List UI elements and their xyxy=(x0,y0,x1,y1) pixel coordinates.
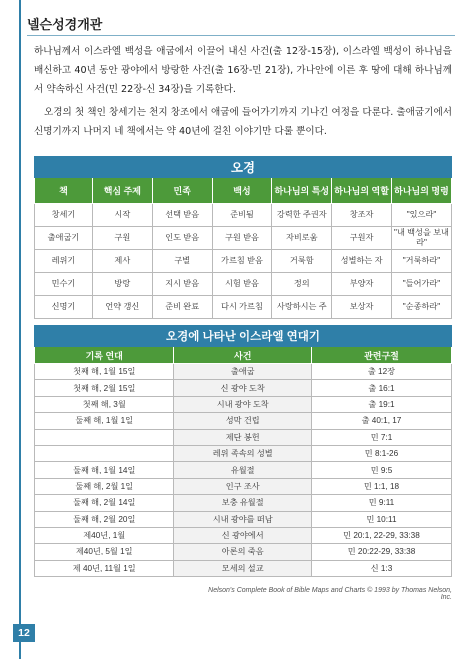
table-cell: 구원 xyxy=(92,227,152,250)
table-cell: 거룩함 xyxy=(272,250,332,273)
table-cell: 민 1:1, 18 xyxy=(311,478,451,494)
table-cell: 정의 xyxy=(272,273,332,296)
table-row xyxy=(35,250,452,273)
table-cell: 민 10:11 xyxy=(311,511,451,527)
table-cell: 유월절 xyxy=(174,462,311,478)
table-cell: 자비로움 xyxy=(272,227,332,250)
table-cell: 출 12장 xyxy=(311,364,451,380)
table-cell: 민 20:1, 22-29, 33:38 xyxy=(311,527,451,543)
pentateuch-table xyxy=(34,156,452,319)
table-cell: 창세기 xyxy=(35,204,93,227)
left-margin-rule xyxy=(19,0,21,659)
chronology-table xyxy=(34,325,452,577)
column-header: 백성 xyxy=(212,178,272,204)
table-cell: 사랑하시는 주 xyxy=(272,296,332,319)
table-cell: 보충 유월절 xyxy=(174,495,311,511)
column-header: 하나님의 역할 xyxy=(332,178,392,204)
column-header: 사건 xyxy=(174,347,311,364)
table-row xyxy=(35,495,452,511)
table-cell: 가르침 받음 xyxy=(212,250,272,273)
table-cell: 방랑 xyxy=(92,273,152,296)
table-cell: 첫째 해, 2월 15일 xyxy=(35,380,174,396)
table-row xyxy=(35,544,452,560)
table-cell: 신 광야 도착 xyxy=(174,380,311,396)
table-cell: 출애굽 xyxy=(174,364,311,380)
table-cell: 아론의 죽음 xyxy=(174,544,311,560)
table-cell: 성막 건립 xyxy=(174,413,311,429)
page-number: 12 xyxy=(13,624,35,642)
table-cell: 민 20:22-29, 33:38 xyxy=(311,544,451,560)
table-cell: 출 16:1 xyxy=(311,380,451,396)
running-header: 넬슨성경개관 xyxy=(27,18,103,33)
table-cell: 시내 광야를 떠남 xyxy=(174,511,311,527)
column-header: 책 xyxy=(35,178,93,204)
pentateuch-table-caption: 오경 xyxy=(35,157,452,178)
table-row xyxy=(35,445,452,461)
table-row xyxy=(35,273,452,296)
table-cell: 다시 가르침 xyxy=(212,296,272,319)
table-cell: 창조자 xyxy=(332,204,392,227)
table-row xyxy=(35,527,452,543)
table-cell: 시험 받음 xyxy=(212,273,272,296)
table-row xyxy=(35,478,452,494)
table-cell: 성별하는 자 xyxy=(332,250,392,273)
column-header: 관련구절 xyxy=(311,347,451,364)
table-cell: 부양자 xyxy=(332,273,392,296)
table-cell: 민 7:1 xyxy=(311,429,451,445)
credit-book-title: Nelson's Complete Book of Bible Maps and Charts xyxy=(208,587,366,594)
column-header: 기록 연대 xyxy=(35,347,174,364)
table-cell: 둘째 해, 1월 14일 xyxy=(35,462,174,478)
table-cell: 인도 받음 xyxy=(152,227,212,250)
column-header: 하나님의 특성 xyxy=(272,178,332,204)
source-credit xyxy=(200,587,452,601)
table-cell: 민 8:1-26 xyxy=(311,445,451,461)
table-cell: 시작 xyxy=(92,204,152,227)
table-cell: 제40년, 5월 1일 xyxy=(35,544,174,560)
table-row xyxy=(35,227,452,250)
table-row xyxy=(35,380,452,396)
table-cell: 첫째 해, 1월 15일 xyxy=(35,364,174,380)
table-row xyxy=(35,511,452,527)
table-cell: 민 9:5 xyxy=(311,462,451,478)
table-row xyxy=(35,462,452,478)
table-cell: 둘째 해, 2월 20일 xyxy=(35,511,174,527)
table-row xyxy=(35,396,452,412)
credit-copyright: © 1993 by Thomas Nelson, Inc. xyxy=(365,587,452,601)
table-cell: 레위기 xyxy=(35,250,93,273)
table-cell: 둘째 해, 1월 1일 xyxy=(35,413,174,429)
table-cell: 제단 봉헌 xyxy=(174,429,311,445)
pentateuch-header-row xyxy=(35,178,452,204)
header-divider xyxy=(27,35,455,36)
chronology-table-caption: 오경에 나타난 이스라엘 연대기 xyxy=(35,326,452,347)
table-cell: 제40년, 1월 xyxy=(35,527,174,543)
chronology-header-row xyxy=(35,347,452,364)
table-cell: 둘째 해, 2월 14일 xyxy=(35,495,174,511)
table-cell: 신 1:3 xyxy=(311,560,451,576)
table-cell: 구원 받음 xyxy=(212,227,272,250)
table-cell: "순종하라" xyxy=(392,296,452,319)
table-cell xyxy=(35,445,174,461)
table-cell: 신 광야에서 xyxy=(174,527,311,543)
table-cell: "들어가라" xyxy=(392,273,452,296)
table-row xyxy=(35,560,452,576)
table-cell: 지시 받음 xyxy=(152,273,212,296)
column-header: 하나님의 명령 xyxy=(392,178,452,204)
table-cell: 시내 광야 도착 xyxy=(174,396,311,412)
table-cell: 출 40:1, 17 xyxy=(311,413,451,429)
table-cell: 준비됨 xyxy=(212,204,272,227)
table-cell: "거룩하라" xyxy=(392,250,452,273)
table-cell: 민수기 xyxy=(35,273,93,296)
column-header: 핵심 주제 xyxy=(92,178,152,204)
table-cell: 인구 조사 xyxy=(174,478,311,494)
table-row xyxy=(35,429,452,445)
table-cell: 언약 갱신 xyxy=(92,296,152,319)
body-paragraph-2: 오경의 첫 책인 창세기는 천지 창조에서 애굽에 들어가기까지 기나긴 여정을 다룬다. 출애굽기에서 신명기까지 나머지 네 책에서는 약 40년에 걸친 이야기만 다룰 뿐이다. xyxy=(34,107,452,137)
table-cell: 레위 족속의 성별 xyxy=(174,445,311,461)
table-cell: 구원자 xyxy=(332,227,392,250)
table-cell: 민 9:11 xyxy=(311,495,451,511)
table-cell: 출애굽기 xyxy=(35,227,93,250)
table-cell: 제 40년, 11월 1일 xyxy=(35,560,174,576)
table-cell: 출 19:1 xyxy=(311,396,451,412)
table-cell: 제사 xyxy=(92,250,152,273)
table-row xyxy=(35,364,452,380)
table-cell: 둘째 해, 2월 1일 xyxy=(35,478,174,494)
table-cell: 모세의 설교 xyxy=(174,560,311,576)
table-cell: "내 백성을 보내라" xyxy=(392,227,452,250)
table-cell: 구별 xyxy=(152,250,212,273)
table-cell: 보상자 xyxy=(332,296,392,319)
table-cell: 강력한 주권자 xyxy=(272,204,332,227)
table-cell xyxy=(35,429,174,445)
table-cell: 준비 완료 xyxy=(152,296,212,319)
body-paragraph-1: 하나님께서 이스라엘 백성을 애굽에서 이끌어 내신 사건(출 12장-15장), 이스라엘 백성이 하나님을 배신하고 40년 동안 광야에서 방랑한 사건(출 16장-민 21장), 가나안에 이른 후 땅에 대해 하나님께서 약속하신 사건(민 22장-신 34장)을 기록한다. xyxy=(34,46,452,95)
table-cell: 신명기 xyxy=(35,296,93,319)
table-cell: 첫째 해, 3월 xyxy=(35,396,174,412)
table-row xyxy=(35,204,452,227)
table-cell: 선택 받음 xyxy=(152,204,212,227)
column-header: 민족 xyxy=(152,178,212,204)
table-cell: "있으라" xyxy=(392,204,452,227)
table-row xyxy=(35,413,452,429)
table-row xyxy=(35,296,452,319)
